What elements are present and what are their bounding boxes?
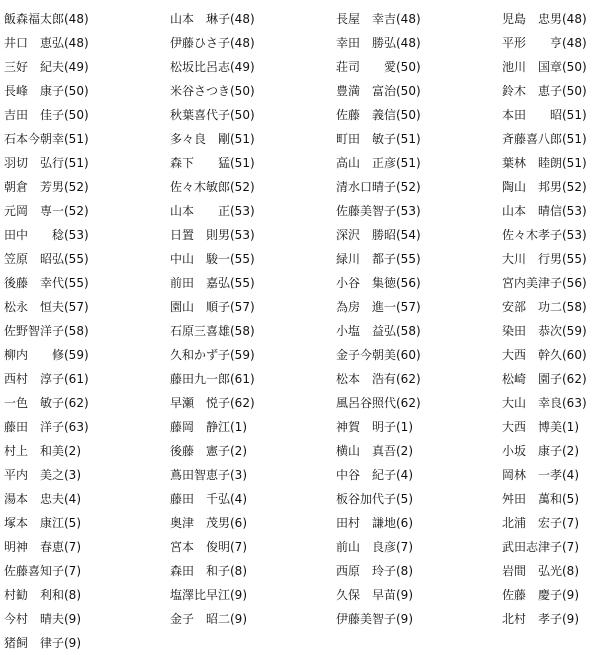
roster-entry: 大川 行男(55) [502,252,587,266]
roster-column-1 [4,7,154,655]
roster-entry: 伊藤ひさ子(48) [170,36,255,50]
roster-entry: 中谷 紀子(4) [336,468,413,482]
roster-entry: 吉田 佳子(50) [4,108,89,122]
roster-entry: 猪飼 律子(9) [4,636,81,650]
roster-entry: 陶山 邦男(52) [502,180,587,194]
roster-entry: 町田 敏子(51) [336,132,421,146]
roster-entry: 久保 早苗(9) [336,588,413,602]
roster-entry: 奥津 茂男(6) [170,516,247,530]
roster-entry: 小塩 益弘(58) [336,324,421,338]
roster-entry: 大西 幹久(60) [502,348,587,362]
roster-entry: 為房 進一(57) [336,300,421,314]
roster-entry: 羽切 弘行(51) [4,156,89,170]
roster-entry: 大西 博美(1) [502,420,579,434]
roster-entry: 金子 昭二(9) [170,612,247,626]
roster-entry: 池川 国章(50) [502,60,587,74]
roster-entry: 前山 良彦(7) [336,540,413,554]
roster-entry: 風呂谷照代(62) [336,396,421,410]
roster-entry: 日置 則男(53) [170,228,255,242]
roster-entry: 藤田 千弘(4) [170,492,247,506]
roster-entry: 久和かず子(59) [170,348,255,362]
roster-entry: 藤田九一郎(61) [170,372,255,386]
roster-entry: 斉藤喜八郎(51) [502,132,587,146]
roster-entry: 秋葉喜代子(50) [170,108,255,122]
roster-entry: 武田志津子(7) [502,540,579,554]
roster-entry: 飯森福太郎(48) [4,12,89,26]
roster-entry: 笠原 昭弘(55) [4,252,89,266]
roster-entry: 中山 駿一(55) [170,252,255,266]
roster-entry: 多々良 剛(51) [170,132,255,146]
roster-entry: 豊満 富治(50) [336,84,421,98]
roster-entry: 早瀬 悦子(62) [170,396,255,410]
roster-entry: 前田 嘉弘(55) [170,276,255,290]
roster-entry: 松本 浩有(62) [336,372,421,386]
roster-entry: 宮内美津子(56) [502,276,587,290]
roster-entry: 森下 猛(51) [170,156,255,170]
roster-entry: 岩間 弘光(8) [502,564,579,578]
roster-entry: 村上 和美(2) [4,444,81,458]
roster-entry: 西原 玲子(8) [336,564,413,578]
roster-entry: 松坂比呂志(49) [170,60,255,74]
roster-entry: 北浦 宏子(7) [502,516,579,530]
roster-entry: 横山 真吾(2) [336,444,413,458]
roster-entry: 三好 紀夫(49) [4,60,89,74]
roster-entry: 高山 正彦(51) [336,156,421,170]
roster-entry: 佐藤 慶子(9) [502,588,579,602]
roster-entry: 緑川 都子(55) [336,252,421,266]
roster-entry: 西村 淳子(61) [4,372,89,386]
roster-entry: 朝倉 芳男(52) [4,180,89,194]
roster-entry: 柳内 修(59) [4,348,89,362]
roster-entry: 藤岡 静江(1) [170,420,247,434]
roster-entry: 伊藤美智子(9) [336,612,413,626]
roster-entry: 田中 稔(53) [4,228,89,242]
roster-entry: 山本 琳子(48) [170,12,255,26]
roster-entry: 村勧 利和(8) [4,588,81,602]
roster-entry: 舛田 萬和(5) [502,492,579,506]
roster-column-3 [336,7,486,631]
roster-entry: 染田 恭次(59) [502,324,587,338]
roster-entry: 荘司 愛(50) [336,60,421,74]
roster-entry: 佐々木敏郎(52) [170,180,255,194]
roster-entry: 山本 正(53) [170,204,255,218]
roster-entry: 岡林 一孝(4) [502,468,579,482]
roster-entry: 清水口晴子(52) [336,180,421,194]
roster-entry: 湯本 忠夫(4) [4,492,81,506]
roster-entry: 蔦田智恵子(3) [170,468,247,482]
roster-entry: 佐藤喜知子(7) [4,564,81,578]
name-roster [4,7,604,650]
roster-entry: 平形 亨(48) [502,36,587,50]
roster-entry: 佐野智洋子(58) [4,324,89,338]
roster-entry: 幸田 勝弘(48) [336,36,421,50]
roster-entry: 葉林 睦朗(51) [502,156,587,170]
roster-entry: 藤田 洋子(63) [4,420,89,434]
roster-entry: 森田 和子(8) [170,564,247,578]
roster-entry: 北村 孝子(9) [502,612,579,626]
roster-column-2 [170,7,320,631]
roster-entry: 松崎 園子(62) [502,372,587,386]
roster-entry: 松永 恒夫(57) [4,300,89,314]
roster-entry: 長峰 康子(50) [4,84,89,98]
roster-entry: 宮本 俊明(7) [170,540,247,554]
roster-entry: 神賀 明子(1) [336,420,413,434]
roster-entry: 佐藤美智子(53) [336,204,421,218]
roster-entry: 小谷 集徳(56) [336,276,421,290]
roster-entry: 大山 幸良(63) [502,396,587,410]
roster-entry: 板谷加代子(5) [336,492,413,506]
roster-entry: 長屋 幸吉(48) [336,12,421,26]
roster-entry: 塚本 康江(5) [4,516,81,530]
roster-entry: 井口 恵弘(48) [4,36,89,50]
roster-entry: 鈴木 恵子(50) [502,84,587,98]
roster-entry: 石本今朝幸(51) [4,132,89,146]
roster-entry: 平内 美之(3) [4,468,81,482]
roster-entry: 本田 昭(51) [502,108,587,122]
roster-entry: 塩澤比早江(9) [170,588,247,602]
roster-column-4 [502,7,605,631]
roster-entry: 小坂 康子(2) [502,444,579,458]
roster-entry: 明神 春恵(7) [4,540,81,554]
roster-entry: 後藤 幸代(55) [4,276,89,290]
roster-entry: 山本 晴信(53) [502,204,587,218]
roster-entry: 今村 晴夫(9) [4,612,81,626]
roster-entry: 田村 謙地(6) [336,516,413,530]
roster-entry: 石原三喜雄(58) [170,324,255,338]
roster-entry: 児島 忠男(48) [502,12,587,26]
roster-entry: 後藤 憲子(2) [170,444,247,458]
roster-entry: 一色 敏子(62) [4,396,89,410]
roster-entry: 元岡 専一(52) [4,204,89,218]
roster-entry: 佐々木孝子(53) [502,228,587,242]
roster-entry: 米谷さつき(50) [170,84,255,98]
roster-entry: 深沢 勝昭(54) [336,228,421,242]
roster-entry: 安部 功二(58) [502,300,587,314]
roster-entry: 園山 順子(57) [170,300,255,314]
roster-entry: 金子今朝美(60) [336,348,421,362]
roster-entry: 佐藤 義信(50) [336,108,421,122]
